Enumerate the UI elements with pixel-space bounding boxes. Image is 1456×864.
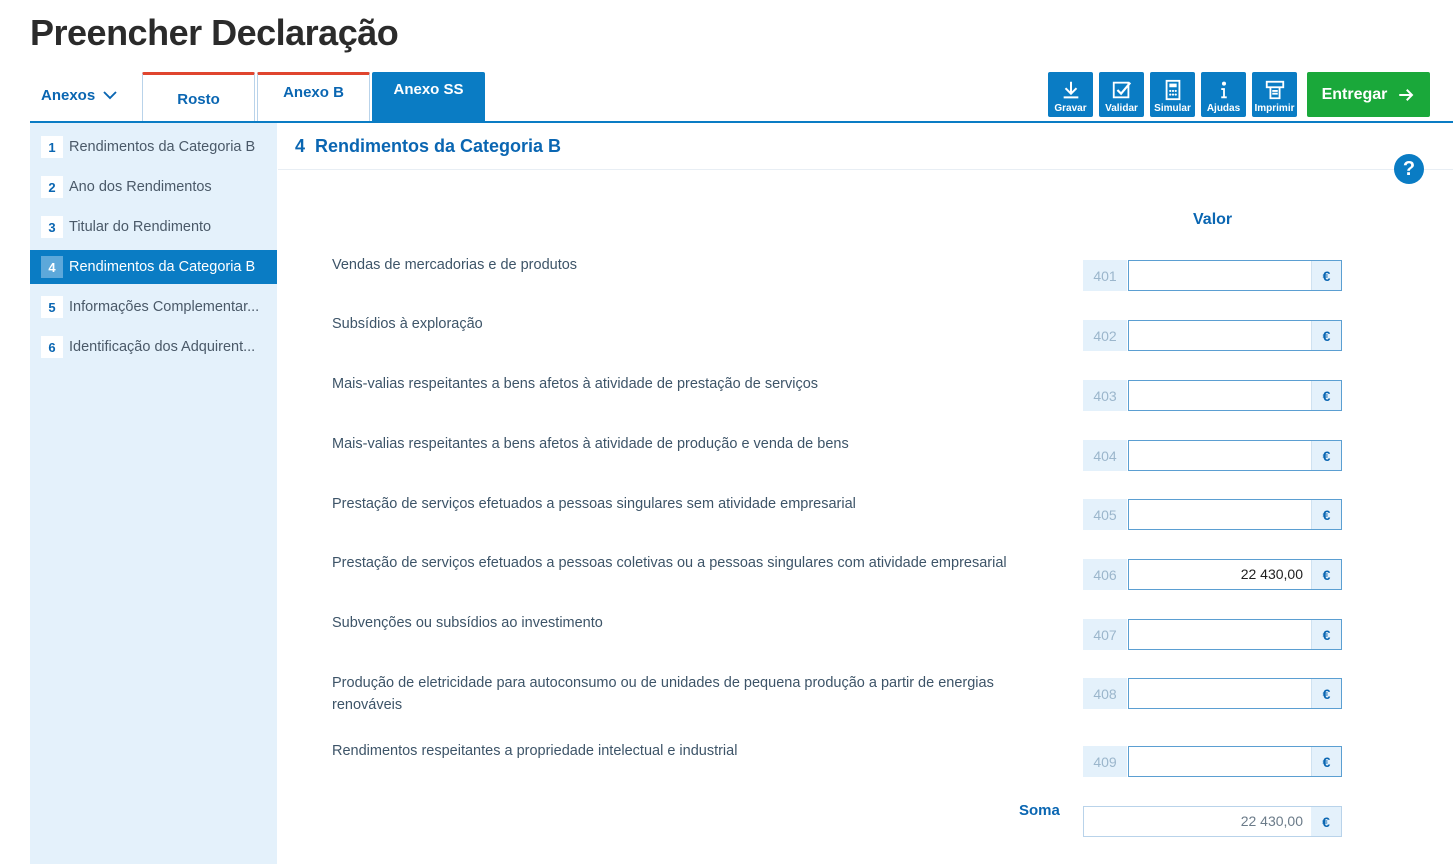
section-title-text: Rendimentos da Categoria B	[315, 136, 562, 156]
field-value[interactable]	[1129, 679, 1311, 708]
ajudas-label: Ajudas	[1206, 103, 1241, 114]
row-code-407: 407	[1083, 619, 1127, 650]
section-header	[278, 123, 1453, 170]
row-code-402: 402	[1083, 320, 1127, 351]
gravar-button[interactable]	[1048, 72, 1093, 117]
euro-suffix: €	[1311, 381, 1341, 410]
calculator-icon	[1162, 79, 1184, 101]
download-icon	[1060, 79, 1082, 101]
sidebar-item-2[interactable]	[30, 170, 277, 204]
tab-label: Anexo B	[283, 84, 344, 101]
field-value[interactable]	[1129, 321, 1311, 350]
tab-label: Anexo SS	[393, 81, 464, 98]
sidebar-item-number: 5	[41, 296, 63, 318]
row-code-404: 404	[1083, 440, 1127, 471]
sidebar-item-number: 2	[41, 176, 63, 198]
sum-label: Soma	[1019, 802, 1060, 819]
help-icon[interactable]: ?	[1394, 154, 1424, 184]
imprimir-button[interactable]	[1252, 72, 1297, 117]
field-value[interactable]	[1129, 381, 1311, 410]
row-label-409: Rendimentos respeitantes a propriedade intelectual e industrial	[332, 743, 738, 759]
field-value[interactable]	[1129, 747, 1311, 776]
sidebar-item-label: Rendimentos da Categoria B	[69, 259, 256, 275]
arrow-right-icon	[1397, 86, 1415, 104]
field-value[interactable]	[1129, 441, 1311, 470]
simular-label: Simular	[1154, 103, 1191, 114]
imprimir-label: Imprimir	[1254, 103, 1295, 114]
sidebar-item-6[interactable]	[30, 330, 277, 364]
euro-suffix: €	[1311, 500, 1341, 529]
entregar-button[interactable]	[1307, 72, 1430, 117]
entregar-label: Entregar	[1321, 85, 1388, 103]
tab-anexo-ss[interactable]	[372, 72, 485, 122]
sidebar-item-number: 6	[41, 336, 63, 358]
gravar-label: Gravar	[1054, 103, 1087, 114]
sidebar-item-label: Identificação dos Adquirent...	[69, 339, 256, 355]
euro-suffix: €	[1311, 679, 1341, 708]
ajudas-button[interactable]	[1201, 72, 1246, 117]
row-label-407: Subvenções ou subsídios ao investimento	[332, 615, 603, 631]
field-405[interactable]	[1128, 499, 1342, 530]
sidebar	[30, 123, 277, 864]
sidebar-item-3[interactable]	[30, 210, 277, 244]
field-404[interactable]	[1128, 440, 1342, 471]
row-label-406: Prestação de serviços efetuados a pessoas coletivas ou a pessoas singulares com atividade empresarial	[332, 555, 1007, 571]
section-number: 4	[295, 136, 306, 156]
row-label-403: Mais-valias respeitantes a bens afetos à atividade de prestação de serviços	[332, 376, 819, 392]
value-column-header: Valor	[1193, 211, 1233, 228]
anexos-dropdown[interactable]	[41, 86, 119, 104]
euro-suffix: €	[1311, 747, 1341, 776]
sidebar-item-5[interactable]	[30, 290, 277, 324]
euro-suffix: €	[1311, 807, 1341, 836]
section-title	[295, 136, 561, 157]
chevron-down-icon	[101, 86, 119, 104]
field-value[interactable]	[1129, 620, 1311, 649]
printer-icon	[1264, 79, 1286, 101]
field-402[interactable]	[1128, 320, 1342, 351]
euro-suffix: €	[1311, 620, 1341, 649]
row-label-402: Subsídios à exploração	[332, 316, 483, 332]
row-label-404: Mais-valias respeitantes a bens afetos à atividade de produção e venda de bens	[332, 436, 849, 452]
sidebar-item-number: 3	[41, 216, 63, 238]
field-407[interactable]	[1128, 619, 1342, 650]
field-value[interactable]	[1129, 500, 1311, 529]
info-icon	[1213, 79, 1235, 101]
field-401[interactable]	[1128, 260, 1342, 291]
euro-suffix: €	[1311, 441, 1341, 470]
toolbar	[1048, 72, 1297, 117]
row-code-401: 401	[1083, 260, 1127, 291]
sum-field	[1083, 806, 1342, 837]
validar-label: Validar	[1105, 103, 1138, 114]
row-code-409: 409	[1083, 746, 1127, 777]
row-label-408: Produção de eletricidade para autoconsumo ou de unidades de pequena produção a partir de energias renováveis	[332, 675, 994, 713]
row-label-405: Prestação de serviços efetuados a pessoas singulares sem atividade empresarial	[332, 496, 856, 512]
euro-suffix: €	[1311, 261, 1341, 290]
row-code-405: 405	[1083, 499, 1127, 530]
euro-suffix: €	[1311, 321, 1341, 350]
checkbox-icon	[1111, 79, 1133, 101]
field-409[interactable]	[1128, 746, 1342, 777]
sidebar-item-4[interactable]	[30, 250, 277, 284]
field-value[interactable]: 22 430,00	[1240, 566, 1303, 582]
tab-anexo-b[interactable]	[257, 72, 370, 122]
field-value[interactable]	[1129, 261, 1311, 290]
sidebar-item-label: Rendimentos da Categoria B	[69, 139, 256, 155]
field-406[interactable]	[1128, 559, 1342, 590]
sidebar-item-number: 1	[41, 136, 63, 158]
tab-rosto[interactable]	[142, 72, 255, 122]
row-label-401: Vendas de mercadorias e de produtos	[332, 257, 578, 273]
sidebar-item-label: Informações Complementar...	[69, 299, 260, 315]
field-403[interactable]	[1128, 380, 1342, 411]
anexos-label: Anexos	[41, 86, 96, 104]
validar-button[interactable]	[1099, 72, 1144, 117]
page-title: Preencher Declaração	[30, 12, 399, 53]
sidebar-item-1[interactable]	[30, 130, 277, 164]
sidebar-item-label: Ano dos Rendimentos	[69, 179, 212, 195]
sum-value: 22 430,00	[1240, 813, 1303, 829]
field-408[interactable]	[1128, 678, 1342, 709]
simular-button[interactable]	[1150, 72, 1195, 117]
row-code-406: 406	[1083, 559, 1127, 590]
euro-suffix: €	[1311, 560, 1341, 589]
sidebar-item-number: 4	[41, 256, 63, 278]
tab-label: Rosto	[177, 91, 220, 108]
row-code-403: 403	[1083, 380, 1127, 411]
row-code-408: 408	[1083, 678, 1127, 709]
sidebar-item-label: Titular do Rendimento	[69, 219, 212, 235]
